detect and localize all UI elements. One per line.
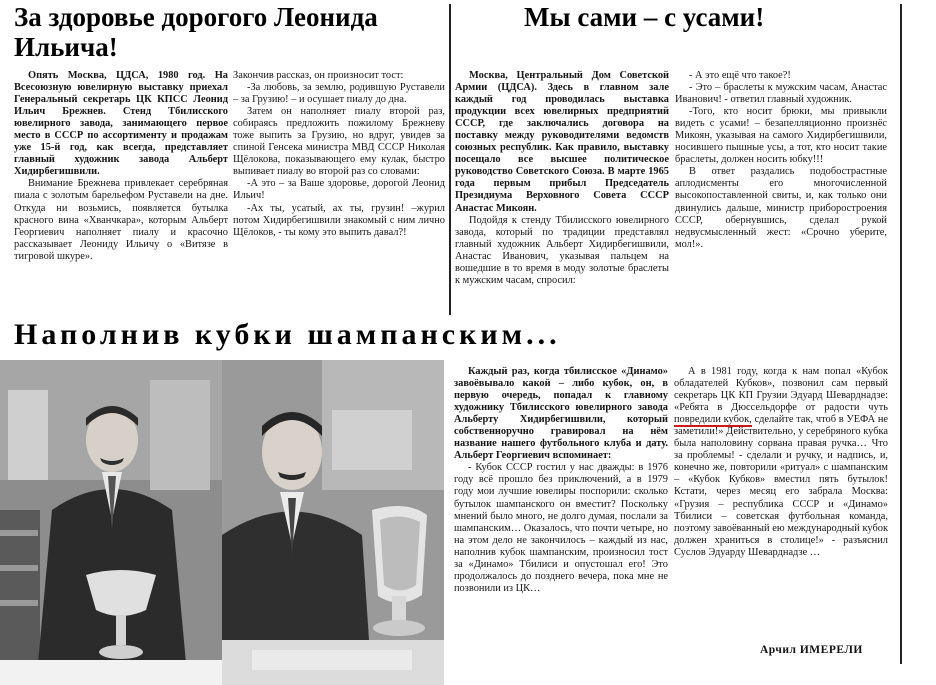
left-article-column-2 [233, 70, 445, 314]
article-paragraph: -Того, кто носит брюки, мы привыкли видеть с усами! – безапелляционно произнёс Микоян, указывая на самого Хидирбегишвили, носившего пышные усы, а тот, кто носит такие браслеты, должен носить юбку!!! [675, 106, 887, 166]
photo-man-engraving-cup-icon [222, 360, 444, 685]
article-paragraph: Каждый раз, когда тбилисское «Динамо» завоёвывало какой – либо кубок, он, в первую очередь, попадал к главному художнику Тбилисского ювелирного завода Альберту Хидирбегишвили, который собственноручно гравировал на нём название нашего футбольного клуба и дату. Альберт Георгиевич вспоминает: [454, 366, 668, 462]
page-right-border [900, 4, 902, 664]
article-paragraph: Закончив рассказ, он произносит тост: [233, 70, 404, 81]
headline-left-article: За здоровье дорогого Леонида Ильича! [14, 2, 378, 63]
left-article-column-1 [14, 70, 228, 314]
right-article-column-1 [455, 70, 669, 314]
article-paragraph: -Ах ты, усатый, ах ты, грузин! –журил потом Хидирбегишвили знакомый с ним лично Щёлоков, - ты кому это выпить давал?! [233, 202, 445, 238]
article-paragraph: Подойдя к стенду Тбилисского ювелирного завода, который по традиции представлял главный художник Альберт Хидирбегишвили, Анастас Иванович, указывая пальцем на вошедшие в то время в моду золотые браслеты к мужским часам, спросил: [455, 214, 669, 286]
bottom-article-paragraph: А в 1981 году, когда к нам попал «Кубок обладателей Кубков», позвонил сам первый секретарь ЦК КП Грузии Эдуард Шеварднадзе: «Ребята в Дюссельдорфе от радости чуть повредили кубок, сделайте так, чтоб в УЕФА не заметили!» Действительно, у серебряного кубка была наполовину сорвана правая ручка… Что за проблемы! - сделали и ручку, и надпись, и, конечно же, повторили «ритуал» с шампанским – «Кубок Кубков» вместил пять бутылок! Кстати, через месяц его забрала Москва: «Грузия – республика СССР и «Динамо» Тбилиси – советская футбольная команда, поэтому завоёванный ею международный кубок должен храниться в столице!» - разъяснил Суслов Эдуарду Шеварднадзе … [674, 366, 888, 558]
article-paragraph: Москва, Центральный Дом Советской Армии (ЦДСА). Здесь в главном зале каждый год проводилась выставка продукции всех ювелирных предприятий СССР, где заключались договора на поставку между руководителями ведомств союзных республик. Как правило, выставку посещало все высшее политическое руководство Советского Союза. В марте 1965 года первым прибыл Председатель Президиума Верховного Совета СССР Анастас Микоян. [455, 70, 669, 214]
highlighted-phrase: повредили кубок, [674, 414, 752, 426]
photo-man-with-cup [0, 360, 222, 685]
article-paragraph: Затем он наполняет пиалу второй раз, собираясь предложить пожилому Брежневу тоже выпить за Грузию, но вдруг, увидев за спиной Генсека министра МВД СССР Николая Щёлокова, показывающего ему кулак, быстро выпивает пиалу во второй раз со словами: [233, 106, 445, 178]
article-paragraph: В ответ раздались подобострастные аплодисменты его многочисленной высокопоставленной свиты, и, как только они двинулись дальше, министр приборостроения СССР, обернувшись, сделал рукой недвусмысленный жест: «Срочно уберите, мол!». [675, 166, 887, 250]
article-paragraph: Опять Москва, ЦДСА, 1980 год. На Всесоюзную ювелирную выставку приехал Генеральный секретарь ЦК КПСС Леонид Ильич Брежнев. Стенд Тбилисского ювелирного завода, занимающего первое место в СССР по ассортименту и продажам уже 15-й год, как всегда, представляет главный художник завода Альберт Хидирбегишвили. [14, 70, 228, 178]
article-paragraph: -А это – за Ваше здоровье, дорогой Леонид Ильич! [233, 178, 445, 202]
article-paragraph: - А это ещё что такое?! [689, 70, 791, 81]
photo-man-with-cup-icon [0, 360, 222, 685]
article-paragraph: -За любовь, за землю, родившую Руставели – за Грузию! – и осушает пиалу до дна. [233, 82, 445, 106]
headline-bottom-article: Наполнив кубки шампанским... [14, 318, 561, 351]
column-divider [449, 4, 451, 315]
article-paragraph: Внимание Брежнева привлекает серебряная пиала с золотым барельефом Руставели на дне. Откуда ни возьмись, появляется бутылка красного вина «Хванчкара», которым Альберт Георгиевич наполняет пиалу и красочно рассказывает Леониду Ильичу о «Витязе в тигровой шкуре». [14, 178, 228, 262]
bottom-article-column-2 [674, 366, 888, 662]
article-paragraph: - Это – браслеты к мужским часам, Анастас Иванович! - ответил главный художник. [675, 82, 887, 106]
headline-right-article: Мы сами – с усами! [524, 2, 765, 32]
right-article-column-2 [675, 70, 887, 314]
article-paragraph: - Кубок СССР гостил у нас дважды: в 1976 году всё прошло без приключений, а в 1979 году мои лучшие ювелиры поспорили: сколько бутылок шампанского он вместит? Поскольку мнений было много, не долго думая, послали за шампанским… Оказалось, что почти четыре, но на этом дело не закончилось – каждый из нас, наполнив кубок шампанским, произносил тост за «Динамо» Тбилиси и опустошал его! Это продолжалось до позднего вечера, пока мне не позвонили из ЦК… [454, 462, 668, 594]
author-signature: Арчил ИМЕРЕЛИ [760, 644, 863, 656]
photo-man-engraving-cup [222, 360, 444, 685]
bottom-article-column-1 [454, 366, 668, 662]
